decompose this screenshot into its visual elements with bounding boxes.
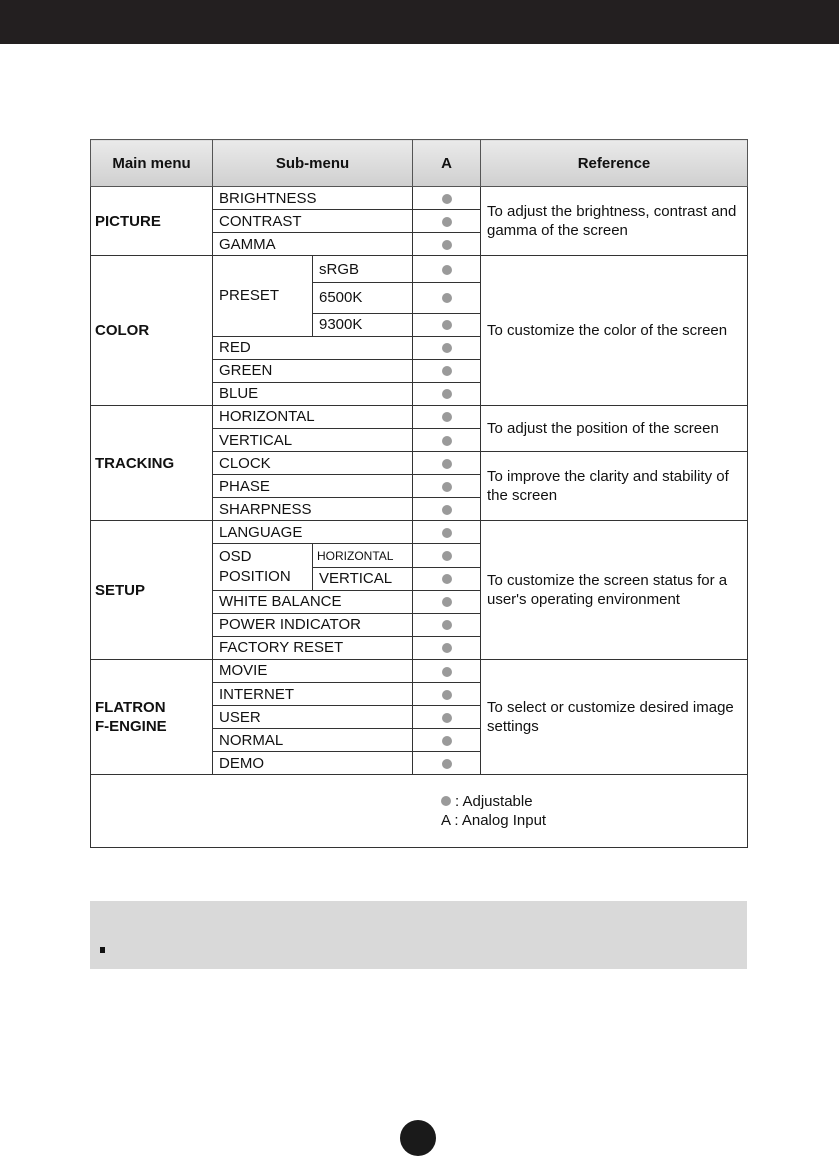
adjustable-dot-icon — [441, 796, 451, 806]
table-row — [91, 521, 748, 544]
sub-menu-sharpness: SHARPNESS — [213, 498, 413, 521]
adjustable-dot-icon — [442, 240, 452, 250]
legend-adjustable-text: : Adjustable — [455, 793, 533, 811]
legend-row — [91, 775, 748, 848]
sub-menu-phase: PHASE — [213, 475, 413, 498]
reference-color: To customize the color of the screen — [481, 256, 748, 406]
adjustable-dot-icon — [442, 217, 452, 227]
main-menu-color: COLOR — [91, 256, 213, 406]
preset-6500k: 6500K — [313, 283, 413, 313]
adjustable-dot-icon — [442, 597, 452, 607]
header-reference: Reference — [481, 140, 748, 187]
adjustable-dot-icon — [442, 194, 452, 204]
table-row — [91, 405, 748, 428]
reference-setup: To customize the screen status for a user's operating environment — [481, 521, 748, 660]
bullet-icon — [100, 947, 105, 953]
sub-menu-clock: CLOCK — [213, 452, 413, 475]
main-menu-tracking: TRACKING — [91, 405, 213, 520]
sub-menu-brightness: BRIGHTNESS — [213, 187, 413, 210]
adjustable-dot-icon — [442, 736, 452, 746]
adjustable-dot-icon — [442, 528, 452, 538]
sub-menu-normal: NORMAL — [213, 729, 413, 752]
legend — [441, 792, 747, 830]
sub-menu-demo: DEMO — [213, 752, 413, 775]
note-box — [90, 901, 747, 969]
flatron-line-1: FLATRON — [95, 699, 166, 717]
sub-menu-green: GREEN — [213, 359, 413, 382]
sub-menu-preset: PRESET — [213, 256, 313, 336]
sub-menu-red: RED — [213, 336, 413, 359]
sub-menu-internet: INTERNET — [213, 683, 413, 706]
main-menu-flatron — [91, 659, 213, 774]
legend-analog: A : Analog Input — [441, 812, 547, 830]
sub-menu-language: LANGUAGE — [213, 521, 413, 544]
sub-menu-user: USER — [213, 706, 413, 729]
osd-vertical: VERTICAL — [313, 567, 413, 590]
adjustable-dot-icon — [442, 482, 452, 492]
adjustable-dot-icon — [442, 366, 452, 376]
header-analog: A — [413, 140, 481, 187]
header-main-menu: Main menu — [91, 140, 213, 187]
reference-position: To adjust the position of the screen — [481, 405, 748, 451]
adjustable-dot-icon — [442, 320, 452, 330]
main-menu-picture: PICTURE — [91, 187, 213, 256]
adjustable-dot-icon — [442, 412, 452, 422]
adjustable-dot-icon — [442, 759, 452, 769]
adjustable-dot-icon — [442, 293, 452, 303]
main-menu-setup: SETUP — [91, 521, 213, 660]
table-row — [91, 187, 748, 210]
table-header-row — [91, 140, 748, 187]
sub-menu-osd-position — [213, 544, 313, 590]
adjustable-dot-icon — [442, 343, 452, 353]
adjustable-dot-icon — [442, 389, 452, 399]
reference-flatron: To select or customize desired image settings — [481, 659, 748, 774]
header-sub-menu: Sub-menu — [213, 140, 413, 187]
sub-menu-blue: BLUE — [213, 382, 413, 405]
osd-menu-table — [90, 139, 748, 848]
adjustable-dot-icon — [442, 459, 452, 469]
adjustable-dot-icon — [442, 690, 452, 700]
osd-label-line-1: OSD — [219, 548, 252, 566]
reference-clarity: To improve the clarity and stability of the screen — [481, 452, 748, 521]
adjustable-dot-icon — [442, 713, 452, 723]
adjustable-dot-icon — [442, 620, 452, 630]
sub-menu-movie: MOVIE — [213, 659, 413, 682]
osd-label-line-2: POSITION — [219, 568, 291, 586]
sub-menu-horizontal: HORIZONTAL — [213, 405, 413, 428]
sub-menu-contrast: CONTRAST — [213, 210, 413, 233]
adjustable-dot-icon — [442, 667, 452, 677]
page-number-badge — [400, 1120, 436, 1156]
table-row — [91, 659, 748, 682]
legend-adjustable — [441, 792, 747, 811]
adjustable-dot-icon — [442, 643, 452, 653]
reference-picture: To adjust the brightness, contrast and gamma of the screen — [481, 187, 748, 256]
adjustable-dot-icon — [442, 505, 452, 515]
adjustable-dot-icon — [442, 436, 452, 446]
osd-horizontal: HORIZONTAL — [313, 544, 413, 567]
sub-menu-vertical: VERTICAL — [213, 428, 413, 451]
adjustable-dot-icon — [442, 574, 452, 584]
top-header-bar — [0, 0, 839, 44]
sub-menu-gamma: GAMMA — [213, 233, 413, 256]
sub-menu-power-indicator: POWER INDICATOR — [213, 613, 413, 636]
preset-srgb: sRGB — [313, 256, 413, 283]
table-row — [91, 256, 748, 283]
sub-menu-factory-reset: FACTORY RESET — [213, 636, 413, 659]
preset-9300k: 9300K — [313, 313, 413, 336]
flatron-line-2: F-ENGINE — [95, 718, 167, 736]
sub-menu-white-balance: WHITE BALANCE — [213, 590, 413, 613]
adjustable-dot-icon — [442, 551, 452, 561]
adjustable-dot-icon — [442, 265, 452, 275]
